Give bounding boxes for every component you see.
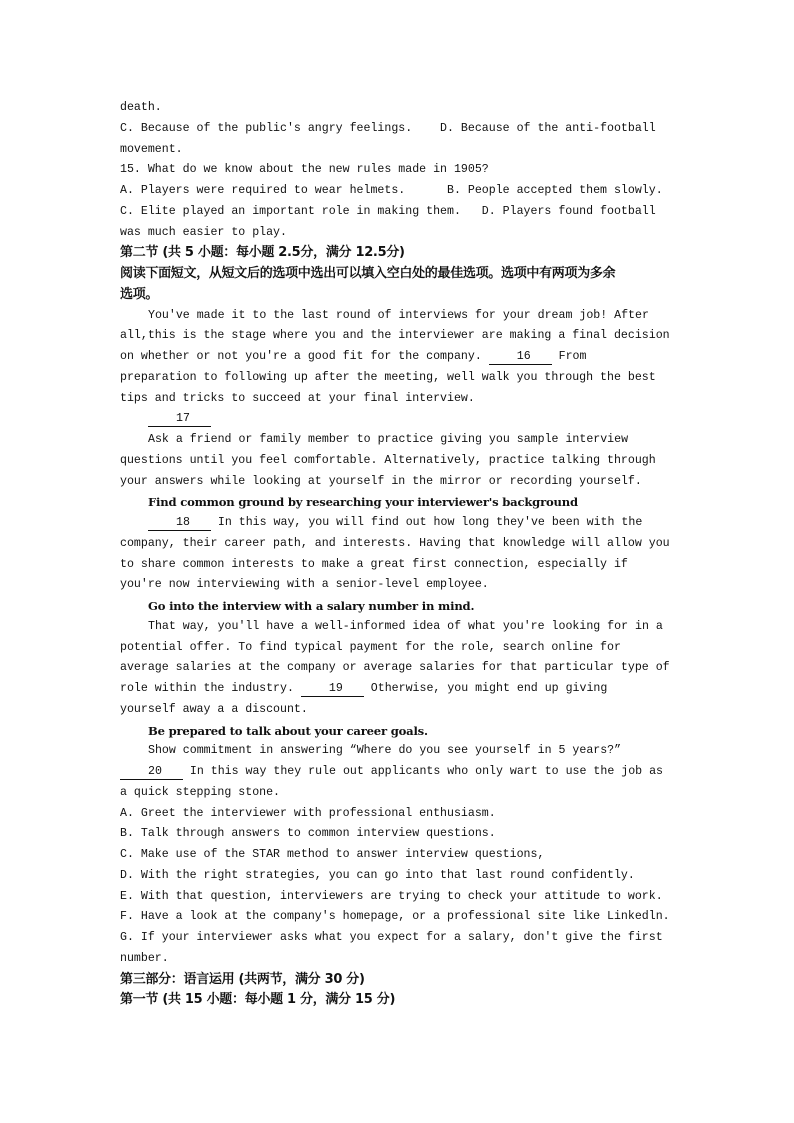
text-line xyxy=(120,824,680,845)
document-page xyxy=(120,98,680,1011)
answer-blank: 19 xyxy=(301,682,364,697)
text-line xyxy=(120,741,680,762)
section-heading xyxy=(120,990,680,1011)
text-segment: 选项。 xyxy=(120,286,159,302)
text-segment: Go into the interview with a salary number in mind. xyxy=(148,599,475,613)
text-line xyxy=(120,306,680,327)
text-line xyxy=(120,513,680,534)
text-segment: potential offer. To find typical payment for the role, search online for xyxy=(120,640,621,654)
text-segment: 第一节 (共 15 小题：每小题 1 分，满分 15 分) xyxy=(120,992,396,1008)
text-segment: In this way, you will find out how long they've been with the xyxy=(210,516,643,529)
text-segment: That way, you'll have a well-informed idea of what you're looking for in a xyxy=(148,619,663,633)
text-line xyxy=(120,783,680,804)
text-segment: your answers while looking at yourself in the mirror or recording yourself. xyxy=(120,474,642,488)
text-segment: company, their career path, and interests. Having that knowledge will allow you xyxy=(120,536,670,550)
text-segment: Ask a friend or family member to practice giving you sample interview xyxy=(148,433,629,446)
text-segment: you're now interviewing with a senior-level employee. xyxy=(120,578,489,592)
paragraph-heading xyxy=(120,492,680,513)
answer-blank: 16 xyxy=(489,350,552,365)
text-segment: A. Players were required to wear helmets. B. People accepted them slowly. xyxy=(120,184,663,197)
text-line xyxy=(120,98,680,119)
text-segment: 第三部分：语言运用 (共两节，满分 30 分) xyxy=(120,971,365,987)
text-line xyxy=(120,928,680,949)
answer-blank: 18 xyxy=(148,516,211,531)
text-segment: number. xyxy=(120,951,169,965)
text-segment: F. Have a look at the company's homepage, or a professional site like Linkedln. xyxy=(120,910,670,924)
text-segment: to share common interests to make a great first connection, especially if xyxy=(120,557,628,571)
section-heading xyxy=(120,243,680,264)
section-heading xyxy=(120,970,680,991)
text-line xyxy=(120,223,680,244)
text-segment: Find common ground by researching your interviewer's background xyxy=(148,495,578,510)
text-segment: A. Greet the interviewer with professional enthusiasm. xyxy=(120,806,496,820)
text-line xyxy=(120,347,680,368)
text-line xyxy=(120,202,680,223)
text-line xyxy=(120,949,680,970)
text-line xyxy=(120,119,680,140)
text-segment: on whether or not you're a good fit for the company. xyxy=(120,350,489,363)
text-segment: tips and tricks to succeed at your final interview. xyxy=(120,391,475,405)
text-segment: C. Because of the public's angry feelings. D. Because of the anti-football xyxy=(120,121,656,135)
text-line xyxy=(120,326,680,347)
text-line xyxy=(120,907,680,928)
text-line xyxy=(120,762,680,783)
paragraph-heading xyxy=(120,721,680,742)
text-segment: 15. What do we know about the new rules made in 1905? xyxy=(120,163,489,177)
text-segment: From xyxy=(551,350,587,363)
text-segment: 阅读下面短文，从短文后的选项中选出可以填入空白处的最佳选项。选项中有两项为多余 xyxy=(120,266,616,281)
text-segment: all,this is the stage where you and the interviewer are making a final decision xyxy=(120,329,670,343)
text-segment: Show commitment in answering “Where do you see yourself in 5 years?” xyxy=(148,744,622,758)
text-segment: E. With that question, interviewers are trying to check your attitude to work. xyxy=(120,889,663,903)
text-segment: was much easier to play. xyxy=(120,225,287,239)
text-line xyxy=(120,430,680,451)
text-line xyxy=(120,658,680,679)
text-line xyxy=(120,389,680,410)
text-line xyxy=(120,679,680,700)
text-line xyxy=(120,887,680,908)
text-segment: preparation to following up after the meeting, well walk you through the best xyxy=(120,370,656,384)
text-segment: death. xyxy=(120,101,162,114)
answer-blank: 17 xyxy=(148,412,211,427)
text-line xyxy=(120,845,680,866)
text-line xyxy=(120,368,680,389)
text-segment: C. Make use of the STAR method to answer interview questions, xyxy=(120,848,545,861)
text-segment: yourself away a a discount. xyxy=(120,702,308,716)
text-segment: You've made it to the last round of interviews for your dream job! After xyxy=(148,308,649,322)
text-segment: 第二节 (共 5 小题：每小题 2.5分，满分 12.5分) xyxy=(120,245,405,261)
text-segment: movement. xyxy=(120,142,183,156)
answer-blank: 20 xyxy=(120,765,183,780)
text-line xyxy=(120,181,680,202)
text-segment: In this way they rule out applicants who only wart to use the job as xyxy=(182,765,663,778)
text-line xyxy=(120,575,680,596)
text-segment: Be prepared to talk about your career goals. xyxy=(148,723,428,738)
text-line xyxy=(120,866,680,887)
text-line xyxy=(120,409,680,430)
text-line xyxy=(120,555,680,576)
text-segment: questions until you feel comfortable. Alternatively, practice talking through xyxy=(120,453,656,467)
text-line xyxy=(120,638,680,659)
text-segment: a quick stepping stone. xyxy=(120,785,281,799)
text-segment: D. With the right strategies, you can go into that last round confidently. xyxy=(120,868,635,882)
text-line xyxy=(120,140,680,161)
text-line xyxy=(120,804,680,825)
section-heading xyxy=(120,285,680,306)
text-segment: G. If your interviewer asks what you expect for a salary, don't give the first xyxy=(120,931,663,944)
text-line xyxy=(120,160,680,181)
text-segment: B. Talk through answers to common interview questions. xyxy=(120,827,496,841)
paragraph-heading xyxy=(120,596,680,617)
text-line xyxy=(120,617,680,638)
text-segment: C. Elite played an important role in making them. D. Players found football xyxy=(120,204,656,218)
text-line xyxy=(120,700,680,721)
text-segment: role within the industry. xyxy=(120,682,301,695)
text-segment: Otherwise, you might end up giving xyxy=(363,682,608,695)
text-line xyxy=(120,472,680,493)
text-line xyxy=(120,534,680,555)
text-line xyxy=(120,451,680,472)
section-heading xyxy=(120,264,680,285)
text-segment: average salaries at the company or average salaries for that particular type of xyxy=(120,661,670,675)
